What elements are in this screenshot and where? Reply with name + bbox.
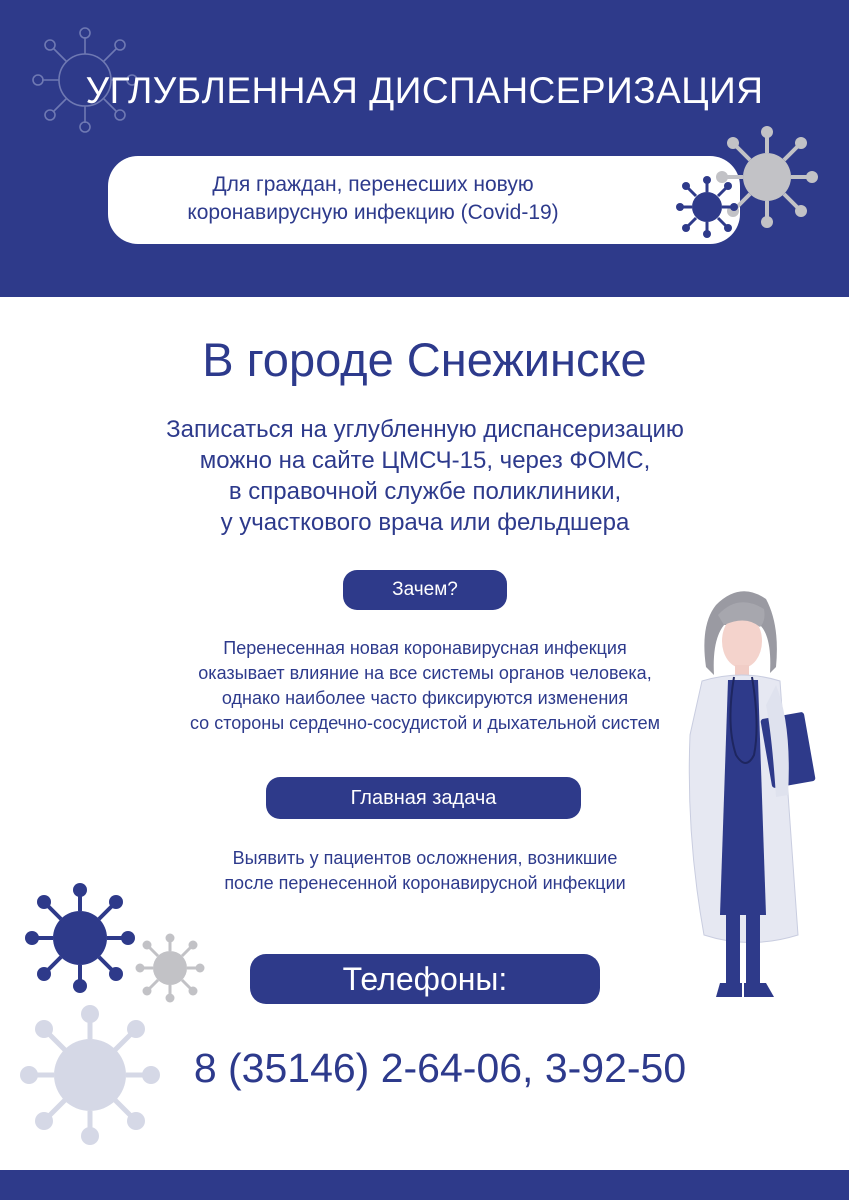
virus-light-icon [20,1005,160,1145]
task-label: Главная задача [266,777,581,819]
virus-navy-icon [25,883,135,993]
virus-gray-icon [135,933,205,1003]
why-line: со стороны сердечно-сосудистой и дыхательной систем [189,713,661,733]
city-heading: В городе Снежинске [202,333,647,386]
enroll-line: в справочной службе поликлиники, [228,478,622,505]
why-line: оказывает влияние на все системы органов человека, [198,663,652,683]
why-label: Зачем? [343,570,507,610]
why-line: Перенесенная новая коронавирусная инфекция [223,638,627,658]
phone-numbers: 8 (35146) 2-64-06, 3-92-50 [193,1045,687,1091]
enroll-line: у участкового врача или фельдшера [220,509,630,536]
why-line: однако наиболее часто фиксируются изменения [221,688,629,708]
virus-navy-icon [676,176,738,238]
doctor-illustration [680,585,825,1010]
header-title: УГЛУБЛЕННАЯ ДИСПАНСЕРИЗАЦИЯ [85,70,764,111]
footer-band [0,1170,849,1200]
phones-label: Телефоны: [250,954,600,1004]
subtitle-text [108,171,638,227]
task-line: после перенесенной коронавирусной инфекции [224,873,626,893]
enroll-line: Записаться на углубленную диспансеризацию [166,416,684,443]
task-line: Выявить у пациентов осложнения, возникшие [232,848,618,868]
enroll-text [60,414,790,538]
why-text [100,636,750,736]
enroll-line: можно на сайте ЦМСЧ-15, через ФОМС, [199,447,651,474]
subtitle-line: коронавирусную инфекцию (Covid-19) [187,201,559,224]
task-text [100,846,750,896]
subtitle-line: Для граждан, перенесших новую [212,173,534,196]
